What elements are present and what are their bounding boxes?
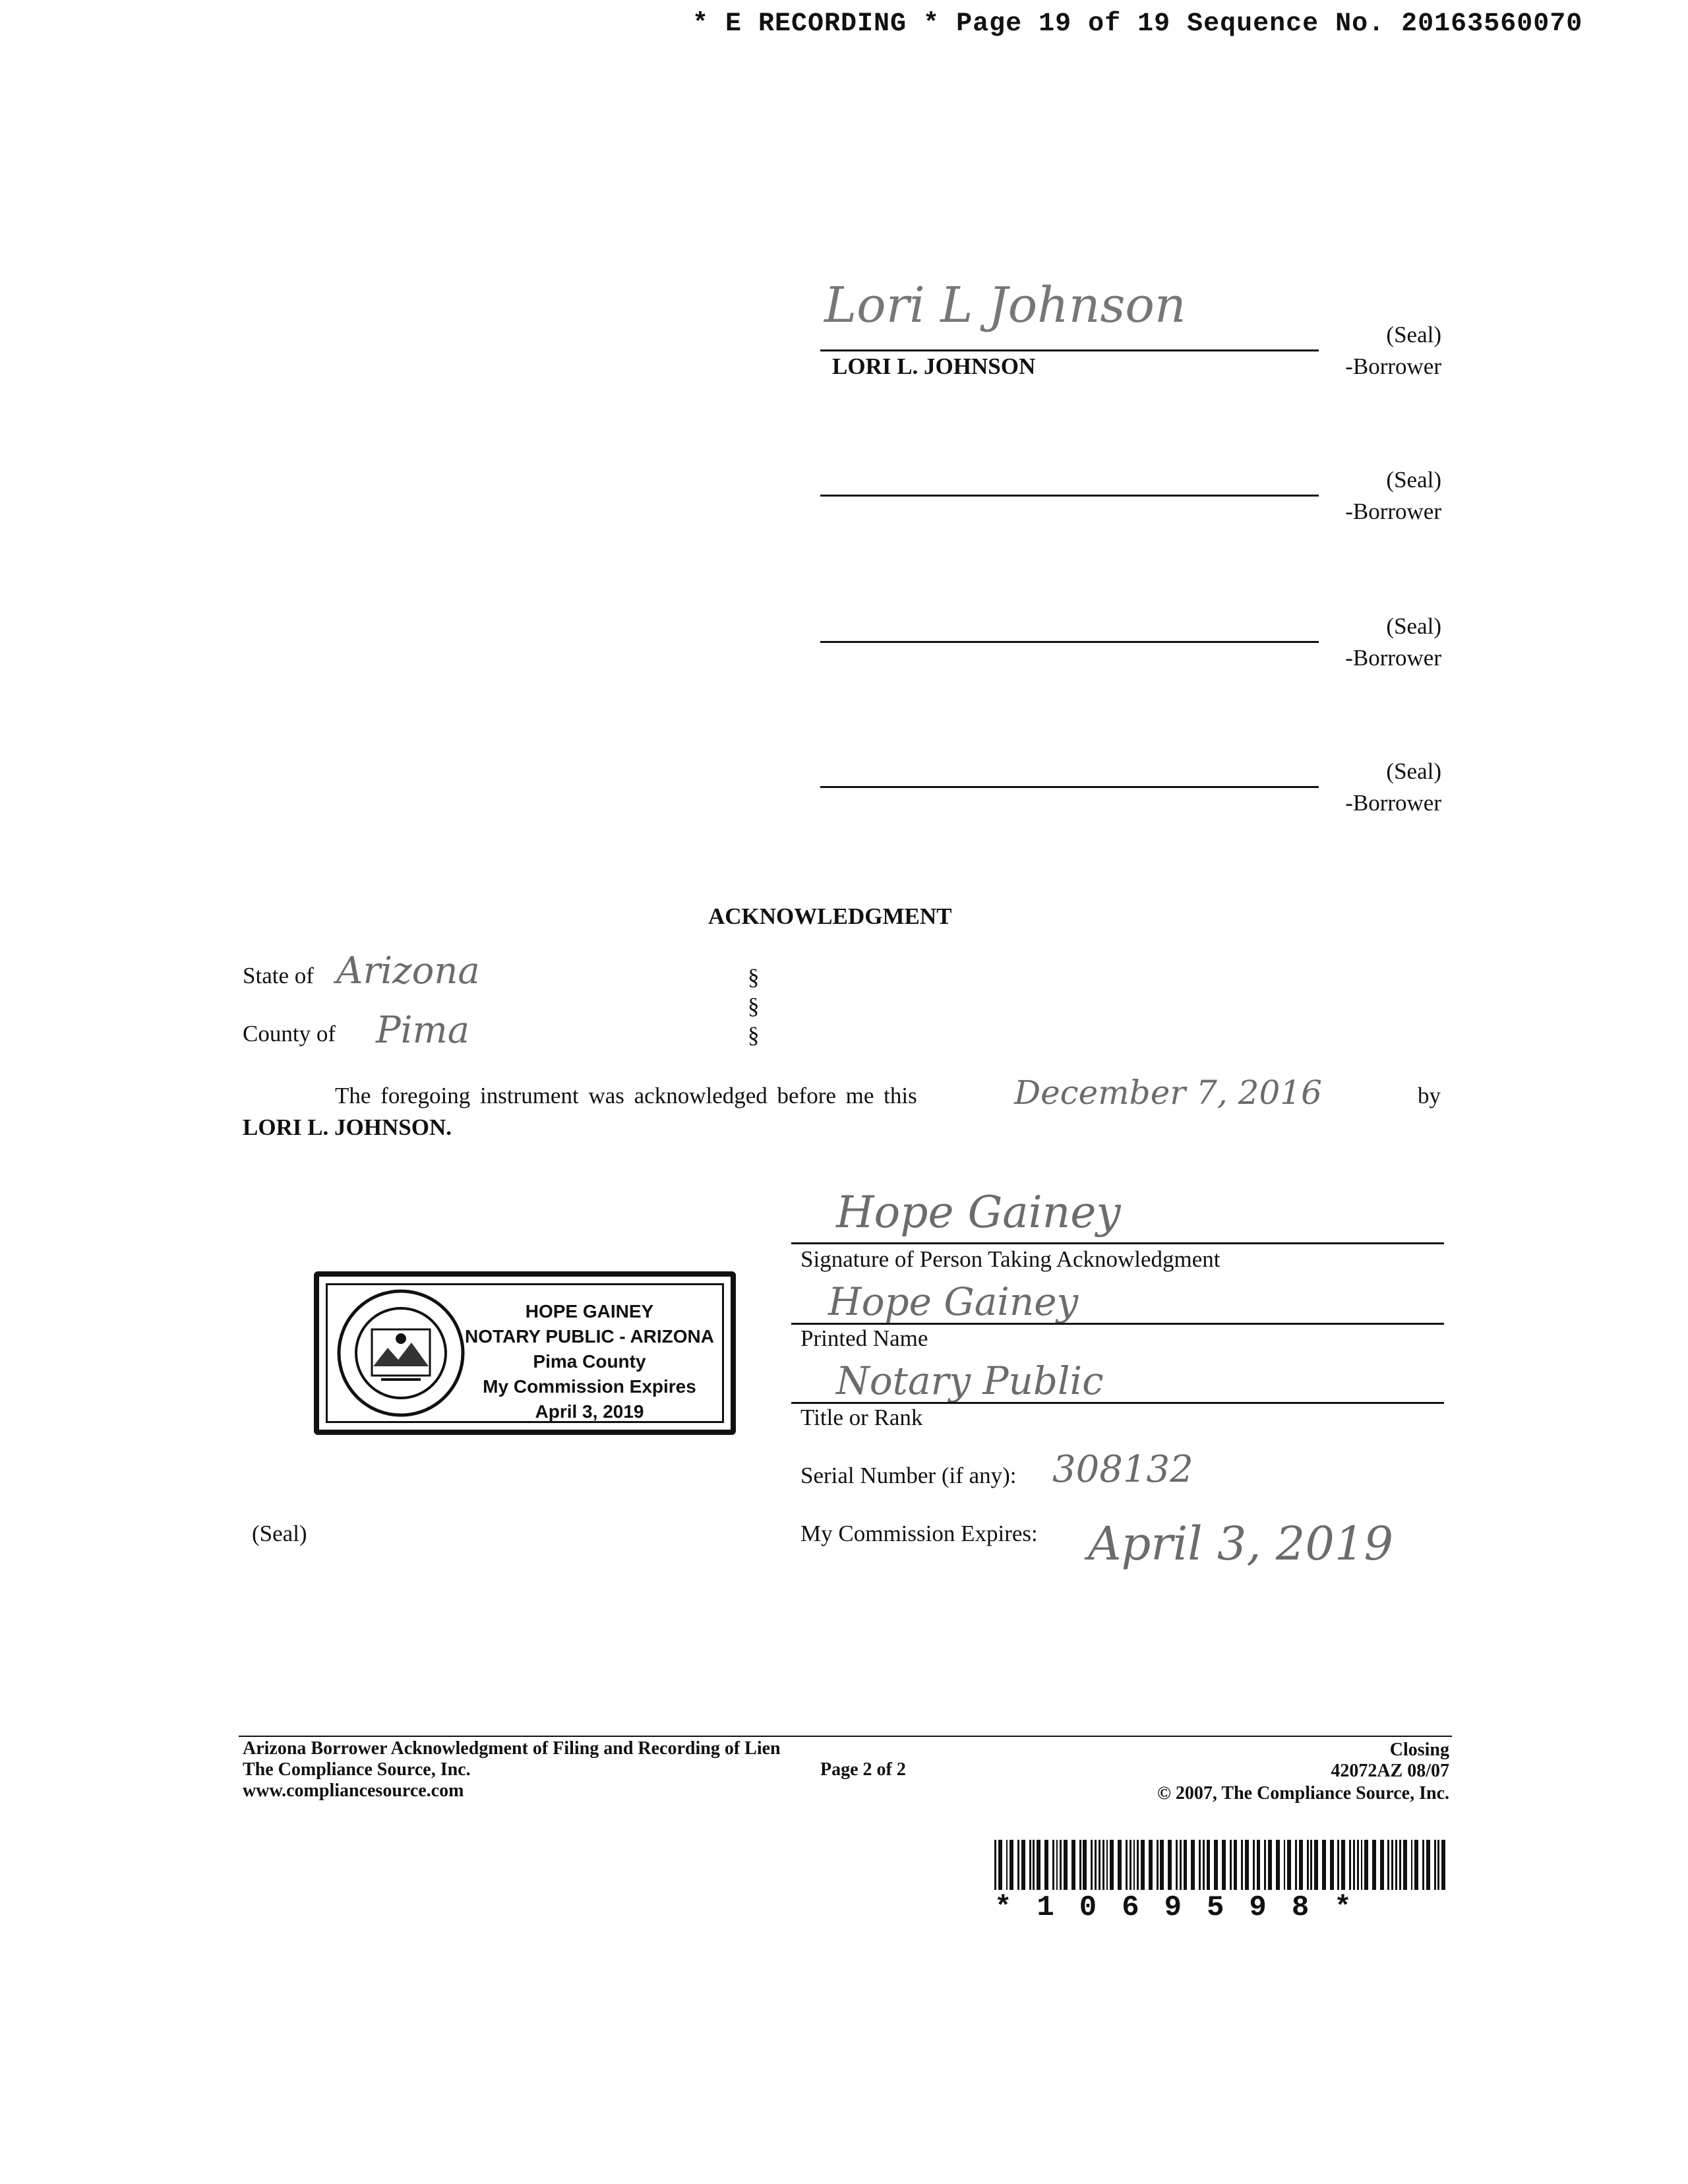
- barcode-bar: [1207, 1840, 1211, 1890]
- barcode-bar: [1403, 1840, 1407, 1890]
- barcode-bar: [1441, 1840, 1445, 1890]
- title-label: Title or Rank: [800, 1405, 923, 1430]
- barcode-bar: [1399, 1840, 1401, 1890]
- barcode-bar: [1106, 1840, 1108, 1890]
- barcode-bar: [1276, 1840, 1280, 1890]
- barcode-bar: [1234, 1840, 1238, 1890]
- barcode-bar: [1253, 1840, 1255, 1890]
- seal-label: (Seal): [1386, 758, 1441, 784]
- section-symbol: §: [748, 1022, 760, 1048]
- barcode-bar: [1222, 1840, 1226, 1890]
- acknowledgment-text: The foregoing instrument was acknowledged before me this: [335, 1083, 917, 1108]
- barcode-bar: [1095, 1840, 1097, 1890]
- borrower-signature-line: [820, 786, 1319, 788]
- barcode-bar: [1176, 1840, 1178, 1890]
- barcode-bar: [1102, 1840, 1104, 1890]
- barcode-bar: [1083, 1840, 1087, 1890]
- barcode-bar: [1056, 1840, 1058, 1890]
- stamp-line: My Commission Expires: [483, 1376, 696, 1397]
- barcode-bar: [1191, 1840, 1195, 1890]
- title-line: [791, 1402, 1444, 1404]
- printed-name-line: [791, 1323, 1444, 1325]
- commission-label: My Commission Expires:: [800, 1521, 1038, 1546]
- serial-label: Serial Number (if any):: [800, 1463, 1017, 1488]
- barcode-bar: [1110, 1840, 1114, 1890]
- barcode-bar: [1141, 1840, 1145, 1890]
- barcode-bar: [1168, 1840, 1172, 1890]
- barcode-bar: [1241, 1840, 1243, 1890]
- barcode-bar: [1130, 1840, 1131, 1890]
- barcode-bar: [1341, 1840, 1345, 1890]
- closing-label: Closing: [1389, 1740, 1449, 1760]
- seal-label: (Seal): [1386, 613, 1441, 639]
- state-label: State of: [243, 963, 314, 988]
- seal-label: (Seal): [252, 1521, 307, 1546]
- barcode-bar: [1006, 1840, 1008, 1890]
- barcode-text: *1069598*: [994, 1891, 1377, 1924]
- barcode-bar: [1310, 1840, 1312, 1890]
- barcode-bar: [1314, 1840, 1318, 1890]
- company-name: The Compliance Source, Inc.: [243, 1759, 471, 1780]
- borrower-role: -Borrower: [1345, 790, 1441, 816]
- stamp-text: [458, 1299, 721, 1424]
- barcode-bar: [1033, 1840, 1035, 1890]
- barcode-bar: [994, 1840, 996, 1890]
- barcode-bar: [1337, 1840, 1339, 1890]
- borrower-signature-line: [820, 495, 1319, 497]
- serial-value: 308132: [1052, 1448, 1193, 1491]
- seal-label: (Seal): [1386, 467, 1441, 493]
- acknowledgment-by: by: [1418, 1083, 1441, 1108]
- barcode-bar: [1017, 1840, 1019, 1890]
- barcode-bar: [1199, 1840, 1201, 1890]
- section-symbol: §: [748, 964, 760, 990]
- barcode-bar: [1364, 1840, 1368, 1890]
- barcode-bar: [1330, 1840, 1334, 1890]
- stamp-line: April 3, 2019: [535, 1401, 644, 1422]
- barcode-bar: [1071, 1840, 1075, 1890]
- barcode-bar: [1353, 1840, 1355, 1890]
- borrower-role: -Borrower: [1345, 499, 1441, 524]
- borrower-role: -Borrower: [1345, 353, 1441, 379]
- barcode-bar: [1060, 1840, 1062, 1890]
- barcode-bar: [1037, 1840, 1040, 1890]
- barcode-bar: [1387, 1840, 1389, 1890]
- barcode-bar: [1118, 1840, 1122, 1890]
- barcode-bar: [1157, 1840, 1159, 1890]
- barcode-bar: [1257, 1840, 1261, 1890]
- barcode-bar: [1230, 1840, 1232, 1890]
- barcode-bar: [1395, 1840, 1397, 1890]
- acknowledged-name: LORI L. JOHNSON.: [243, 1114, 452, 1140]
- barcode-bar: [1380, 1840, 1384, 1890]
- county-value: Pima: [376, 1009, 470, 1052]
- stamp-line: HOPE GAINEY: [525, 1301, 654, 1321]
- barcode-bar: [1322, 1840, 1326, 1890]
- borrower-name: LORI L. JOHNSON: [832, 353, 1036, 379]
- barcode-bar: [1287, 1840, 1291, 1890]
- barcode-bar: [1149, 1840, 1153, 1890]
- barcode-bar: [1361, 1840, 1363, 1890]
- notary-signature-handwritten: Hope Gainey: [836, 1187, 1121, 1238]
- printed-name-value: Hope Gainey: [828, 1279, 1079, 1324]
- barcode-bar: [1091, 1840, 1093, 1890]
- barcode-bar: [1245, 1840, 1249, 1890]
- barcode-bar: [1307, 1840, 1309, 1890]
- borrower-role: -Borrower: [1345, 645, 1441, 671]
- barcode-bar: [1064, 1840, 1068, 1890]
- page-number: Page 2 of 2: [820, 1759, 906, 1780]
- barcode-bar: [1268, 1840, 1272, 1890]
- barcode-bar: [1184, 1840, 1188, 1890]
- barcode-bar: [1295, 1840, 1297, 1890]
- barcode-bar: [1264, 1840, 1266, 1890]
- barcode-bar: [1099, 1840, 1100, 1890]
- notary-stamp: [314, 1271, 736, 1435]
- borrower-signature-line: [820, 349, 1319, 351]
- barcode-bar: [1422, 1840, 1424, 1890]
- barcode-bar: [1010, 1840, 1013, 1890]
- borrower-signature-line: [820, 641, 1319, 643]
- barcode-bar: [1029, 1840, 1031, 1890]
- footer-rule: [239, 1736, 1452, 1737]
- printed-name-label: Printed Name: [800, 1325, 928, 1351]
- section-symbol: §: [748, 993, 760, 1019]
- state-seal-icon: [335, 1287, 467, 1419]
- state-value: Arizona: [336, 950, 480, 992]
- acknowledgment-date: December 7, 2016: [1014, 1074, 1322, 1112]
- barcode: [994, 1840, 1449, 1890]
- stamp-line: NOTARY PUBLIC - ARIZONA: [465, 1326, 714, 1347]
- seal-label: (Seal): [1386, 322, 1441, 348]
- barcode-bar: [1214, 1840, 1218, 1890]
- barcode-bar: [1180, 1840, 1182, 1890]
- form-title: Arizona Borrower Acknowledgment of Filing and Recording of Lien: [243, 1738, 781, 1759]
- company-website: www.compliancesource.com: [243, 1780, 464, 1801]
- barcode-bar: [1203, 1840, 1205, 1890]
- barcode-bar: [1411, 1840, 1413, 1890]
- barcode-bar: [1437, 1840, 1439, 1890]
- barcode-bar: [1434, 1840, 1436, 1890]
- form-code: 42072AZ 08/07: [1331, 1761, 1449, 1781]
- stamp-line: Pima County: [533, 1351, 646, 1372]
- recording-header: * E RECORDING * Page 19 of 19 Sequence No. 20163560070: [692, 9, 1583, 39]
- barcode-bar: [1357, 1840, 1359, 1890]
- barcode-bar: [1021, 1840, 1025, 1890]
- barcode-bar: [1126, 1840, 1128, 1890]
- barcode-bar: [1372, 1840, 1376, 1890]
- barcode-bar: [1426, 1840, 1430, 1890]
- barcode-bar: [1414, 1840, 1418, 1890]
- borrower-signature-handwritten: Lori L Johnson: [824, 277, 1186, 334]
- barcode-bar: [1079, 1840, 1081, 1890]
- title-value: Notary Public: [836, 1358, 1104, 1403]
- copyright: © 2007, The Compliance Source, Inc.: [1157, 1783, 1449, 1804]
- notary-signature-line: [791, 1242, 1444, 1244]
- barcode-bar: [998, 1840, 1002, 1890]
- barcode-bar: [1349, 1840, 1351, 1890]
- barcode-bar: [1284, 1840, 1286, 1890]
- barcode-bar: [1391, 1840, 1393, 1890]
- barcode-bar: [1133, 1840, 1135, 1890]
- commission-value: April 3, 2019: [1088, 1517, 1394, 1571]
- notary-signature-label: Signature of Person Taking Acknowledgment: [800, 1246, 1221, 1272]
- barcode-bar: [1052, 1840, 1054, 1890]
- barcode-bar: [1137, 1840, 1139, 1890]
- barcode-bar: [1160, 1840, 1164, 1890]
- county-label: County of: [243, 1021, 336, 1046]
- barcode-bar: [1044, 1840, 1048, 1890]
- barcode-bar: [1299, 1840, 1303, 1890]
- acknowledgment-title: ACKNOWLEDGMENT: [708, 903, 952, 929]
